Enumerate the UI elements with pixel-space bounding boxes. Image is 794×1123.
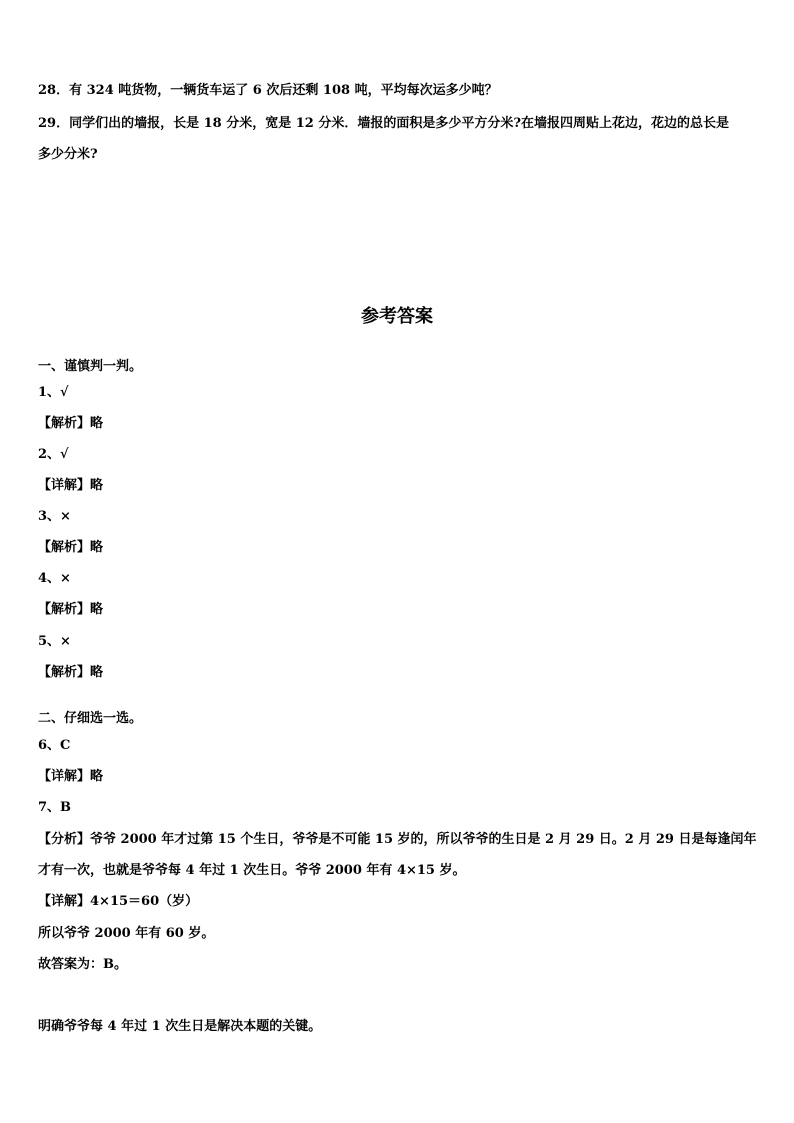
answer-7-analysis-line-1: 【分析】爷爷 2000 年才过第 15 个生日，爷爷是不可能 15 岁的，所以爷爷的生日是 2 月 29 日。2 月 29 日是每逢闰年 — [38, 832, 757, 847]
answer-6: 6、C — [38, 738, 71, 753]
answer-3: 3、× — [38, 509, 71, 524]
answer-7: 7、B — [38, 800, 72, 815]
answer-2-note: 【详解】略 — [38, 478, 104, 493]
answer-3-note: 【解析】略 — [38, 540, 104, 555]
answer-7-key-point: 明确爷爷每 4 年过 1 次生日是解决本题的关键。 — [38, 1019, 322, 1034]
answer-5: 5、× — [38, 634, 71, 649]
section-2-heading: 二、仔细选一选。 — [38, 711, 143, 726]
question-28: 28．有 324 吨货物，一辆货车运了 6 次后还剩 108 吨，平均每次运多少吨？ — [38, 83, 498, 98]
answer-7-result: 所以爷爷 2000 年有 60 岁。 — [38, 926, 215, 941]
answer-7-analysis-line-2: 才有一次，也就是爷爷每 4 年过 1 次生日。爷爷 2000 年有 4×15 岁。 — [38, 863, 466, 878]
answer-1: 1、√ — [38, 385, 69, 400]
answer-5-note: 【解析】略 — [38, 665, 104, 680]
answer-4: 4、× — [38, 571, 71, 586]
answer-7-conclusion: 故答案为：B。 — [38, 957, 127, 972]
answer-6-note: 【详解】略 — [38, 769, 104, 784]
answer-4-note: 【解析】略 — [38, 602, 104, 617]
section-1-heading: 一、谨慎判一判。 — [38, 359, 143, 374]
answer-2: 2、√ — [38, 447, 69, 462]
question-29-line-2: 多少分米? — [38, 147, 98, 162]
question-29-line-1: 29．同学们出的墙报，长是 18 分米，宽是 12 分米．墙报的面积是多少平方分米?在墙报四周贴上花边，花边的总长是 — [38, 116, 729, 131]
answer-7-detail: 【详解】4×15＝60（岁） — [38, 894, 199, 909]
answer-1-note: 【解析】略 — [38, 416, 104, 431]
answer-key-title: 参考答案 — [361, 306, 433, 327]
